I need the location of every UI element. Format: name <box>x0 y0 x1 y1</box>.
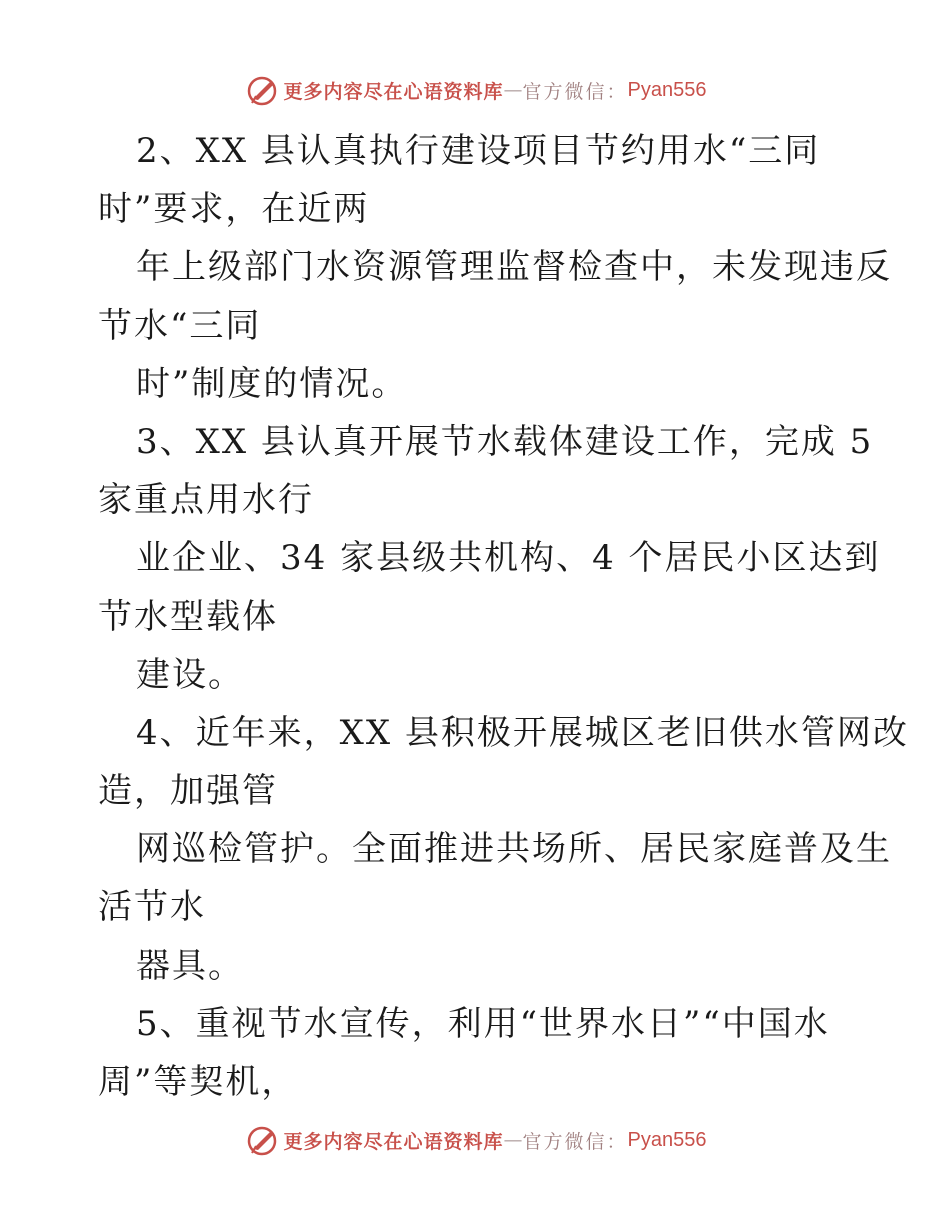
header-watermark-banner <box>0 70 950 110</box>
feather-pen-logo-icon <box>244 1122 280 1158</box>
text-line: 节水型载体 <box>98 596 278 637</box>
text-line: 器具。 <box>136 945 244 986</box>
text-line: 5、重视节水宣传，利用“世界水日”“中国水 <box>136 1003 830 1044</box>
banner-text: 更多内容尽在心语资料库 <box>283 80 504 103</box>
banner-wechat-id: Pyan556 <box>627 1128 707 1151</box>
banner-text: 更多内容尽在心语资料库 <box>283 1130 504 1153</box>
document-body <box>98 122 909 1111</box>
banner-dash: — <box>503 1129 523 1151</box>
text-line: 4、近年来，XX 县积极开展城区老旧供水管网改 <box>136 712 909 753</box>
banner-dash: — <box>503 79 523 101</box>
text-line: 2、XX 县认真执行建设项目节约用水“三同 <box>136 131 821 171</box>
banner-wechat-label: 官方微信： <box>522 1130 628 1153</box>
footer-watermark-banner <box>0 1120 950 1160</box>
banner-wechat-id: Pyan556 <box>627 78 707 101</box>
feather-pen-logo-icon <box>244 72 280 108</box>
text-line: 业企业、34 家县级共机构、4 个居民小区达到 <box>136 538 881 579</box>
banner-wechat-label: 官方微信： <box>522 80 628 103</box>
text-line: 周”等契机， <box>98 1062 298 1102</box>
text-line: 活节水 <box>98 887 206 928</box>
text-line: 建设。 <box>136 654 244 695</box>
text-line: 家重点用水行 <box>98 480 314 521</box>
text-line: 3、XX 县认真开展节水载体建设工作，完成 5 <box>136 421 874 462</box>
text-line: 年上级部门水资源管理监督检查中，未发现违反 <box>136 247 892 288</box>
text-line: 节水“三同 <box>98 305 262 346</box>
text-line: 造，加强管 <box>98 771 278 812</box>
text-line: 时”制度的情况。 <box>136 363 408 404</box>
text-line: 时”要求，在近两 <box>98 189 370 230</box>
text-line: 网巡检管护。全面推进共场所、居民家庭普及生 <box>136 829 892 870</box>
